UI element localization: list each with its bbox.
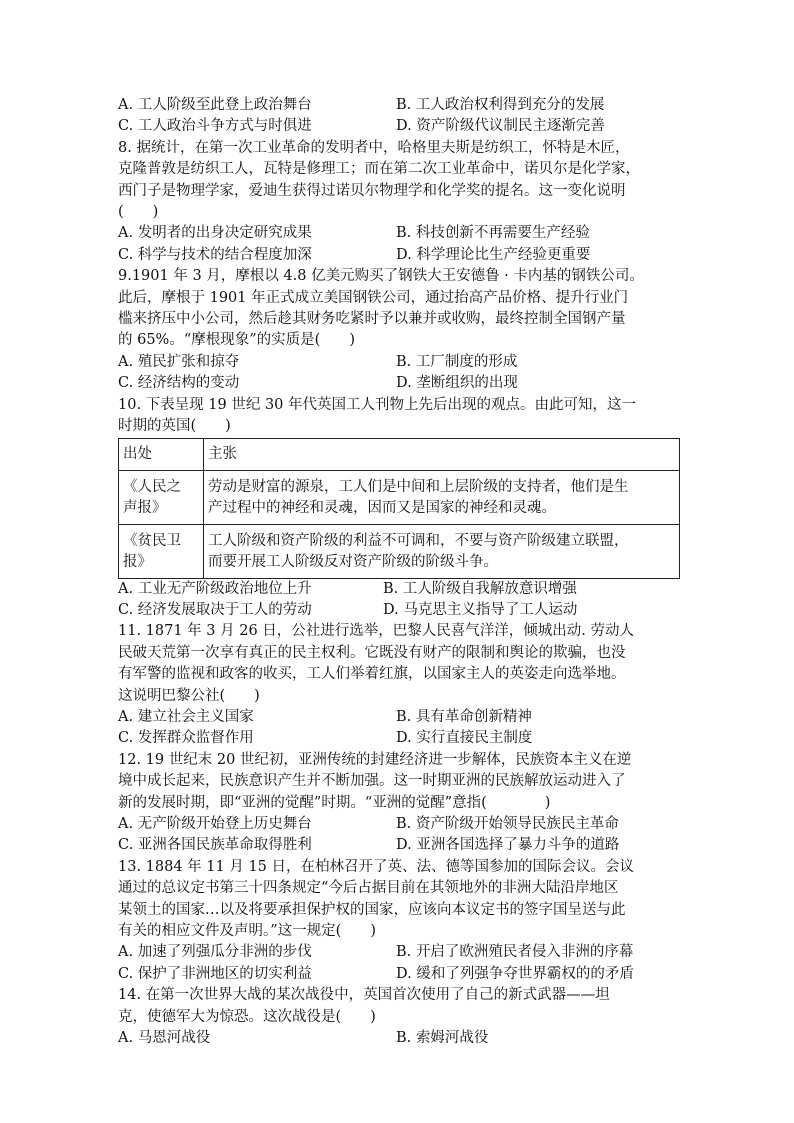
question-11-stem-line: 11. 1871 年 3 月 26 日，公社进行选举，巴黎人民喜气洋洋，倾城出动. 劳动人: [118, 623, 635, 640]
q9-option-c[interactable]: C. 经济结构的变动: [118, 375, 240, 392]
q7-options-row-2: [118, 116, 680, 137]
exam-page: [118, 95, 680, 1049]
question-12-stem-line: 境中成长起来，民族意识产生并不断加强。这一时期亚洲的民族解放运动进入了: [118, 773, 626, 790]
question-14-stem-line: 14. 在第一次世界大战的某次战役中，英国首次使用了自己的新式武器——坦: [118, 987, 610, 1004]
question-11-stem-line: 这说明巴黎公社( ): [118, 687, 260, 704]
q11-option-d[interactable]: D. 实行直接民主制度: [396, 730, 533, 747]
q13-option-d[interactable]: D. 缓和了列强争夺世界霸权的的矛盾: [396, 965, 634, 982]
cell-line: 产过程中的神经和灵魂，因而又是国家的神经和灵魂。: [208, 500, 556, 517]
question-13-stem-line: 某领土的国家…以及将要承担保护权的国家，应该向本议定书的签字国呈送与此: [118, 901, 626, 918]
question-8-stem-line: 8. 据统计，在第一次工业革命的发明者中，哈格里夫斯是纺织工，怀特是木匠，: [118, 139, 630, 156]
question-12-stem-line: 12. 19 世纪末 20 世纪初，亚洲传统的封建经济进一步解体，民族资本主义在逆: [118, 751, 632, 768]
q12-option-d[interactable]: D. 亚洲各国选择了暴力斗争的道路: [396, 837, 620, 854]
q12-option-a[interactable]: A. 无产阶级开始登上历史舞台: [118, 816, 312, 832]
q11-option-b[interactable]: B. 具有革命创新精神: [396, 708, 532, 725]
table-row: [119, 524, 680, 578]
table-cell-source: [119, 524, 204, 578]
question-10-stem-line: 时期的英国( ): [118, 418, 231, 435]
q8-option-b[interactable]: B. 科技创新不再需要生产经验: [396, 225, 590, 242]
question-14-stem-line: 克，使德军大为惊恐。这次战役是( ): [118, 1008, 376, 1025]
q12-option-b[interactable]: B. 资产阶级开始领导民族民主革命: [396, 816, 619, 832]
cell-line: 而要开展工人阶级反对资产阶级的阶级斗争。: [208, 554, 498, 571]
q14-option-b[interactable]: B. 索姆河战役: [396, 1030, 489, 1047]
question-14: [118, 985, 680, 1049]
q9-option-b[interactable]: B. 工厂制度的形成: [396, 353, 518, 370]
q11-option-a[interactable]: A. 建立社会主义国家: [118, 708, 254, 725]
question-11-stem-line: 有军警的监视和政客的收买，工人们举着红旗，以国家主人的英姿走向选举地。: [118, 666, 626, 683]
q9-option-d[interactable]: D. 垄断组织的出现: [396, 375, 518, 392]
cell-line: 报》: [123, 554, 152, 571]
question-12: [118, 750, 680, 857]
table-cell-claim: [204, 470, 680, 524]
question-9: [118, 266, 680, 394]
question-10-table: [118, 438, 680, 579]
q9-option-a[interactable]: A. 殖民扩张和掠夺: [118, 353, 240, 370]
table-row: [119, 470, 680, 524]
q11-option-c[interactable]: C. 发挥群众监督作用: [118, 730, 254, 747]
question-8-stem-line: 西门子是物理学家，爱迪生获得过诺贝尔物理学和化学奖的提名。这一变化说明: [118, 182, 626, 199]
q14-option-a[interactable]: A. 马恩河战役: [118, 1030, 211, 1047]
question-9-stem-line: 的 65%。“摩根现象”的实质是( ): [118, 332, 355, 349]
q7-option-d[interactable]: D. 资产阶级代议制民主逐渐完善: [396, 118, 605, 135]
question-8-answer-blank: ( ): [118, 204, 159, 221]
table-header-row: [119, 438, 680, 470]
question-9-stem-line: 槛来挤压中小公司，然后趁其财务吃紧时予以兼并或收购，最终控制全国钢产量: [118, 311, 626, 328]
question-11: [118, 621, 680, 749]
q7-option-a[interactable]: A. 工人阶级至此登上政治舞台: [118, 97, 312, 113]
question-13-stem-line: 通过的总议定书第三十四条规定“今后占据目前在其领地外的非洲大陆沿岸地区: [118, 880, 619, 897]
q10-option-b[interactable]: B. 工人阶级自我解放意识增强: [383, 580, 577, 597]
question-13-stem-line: 有关的相应文件及声明。”这一规定( ): [118, 923, 376, 940]
question-13-stem-line: 13. 1884 年 11 月 15 日，在柏林召开了英、法、德等国参加的国际会议。会议: [118, 858, 635, 875]
question-13: [118, 857, 680, 985]
q10-option-c[interactable]: C. 经济发展取决于工人的劳动: [118, 601, 312, 618]
question-11-stem-line: 民破天荒第一次享有真正的民主权利。它既没有财产的限制和舆论的欺骗，也没: [118, 644, 626, 661]
question-10: [118, 395, 680, 622]
q7-option-b[interactable]: B. 工人政治权利得到充分的发展: [396, 97, 605, 113]
question-12-stem-line: 新的发展时期，即“亚洲的觉醒”时期。“亚洲的觉醒”意指( ): [118, 794, 551, 811]
q13-option-c[interactable]: C. 保护了非洲地区的切实利益: [118, 965, 312, 982]
table-header-source: 出处: [119, 438, 204, 470]
q12-option-c[interactable]: C. 亚洲各国民族革命取得胜利: [118, 837, 312, 854]
cell-line: 《人民之: [123, 478, 181, 495]
q8-option-a[interactable]: A. 发明者的出身决定研究成果: [118, 225, 312, 242]
q10-option-d[interactable]: D. 马克思主义指导了工人运动: [383, 601, 578, 618]
q8-option-c[interactable]: C. 科学与技术的结合程度加深: [118, 246, 312, 263]
q7-options-row-1: [118, 95, 680, 116]
q8-option-d[interactable]: D. 科学理论比生产经验更重要: [396, 246, 591, 263]
cell-line: 劳动是财富的源泉，工人们是中间和上层阶级的支持者，他们是生: [208, 478, 629, 495]
question-8-stem-line: 克隆普敦是纺织工人，瓦特是修理工；而在第二次工业革命中，诺贝尔是化学家，: [118, 161, 640, 178]
q10-option-a[interactable]: A. 工业无产阶级政治地位上升: [118, 580, 312, 597]
table-header-claim: 主张: [204, 438, 680, 470]
q7-option-c[interactable]: C. 工人政治斗争方式与时俱进: [118, 118, 312, 135]
question-9-stem-line: 此后，摩根于 1901 年正式成立美国钢铁公司，通过抬高产品价格、提升行业门: [118, 289, 629, 306]
cell-line: 工人阶级和资产阶级的利益不可调和，不要与资产阶级建立联盟，: [208, 532, 629, 549]
cell-line: 声报》: [123, 500, 167, 517]
q13-option-a[interactable]: A. 加速了列强瓜分非洲的步伐: [118, 944, 312, 961]
question-9-stem-line: 9.1901 年 3 月，摩根以 4.8 亿美元购买了钢铁大王安德鲁 · 卡内基的钢铁公司。: [118, 268, 644, 285]
q13-option-b[interactable]: B. 开启了欧洲殖民者侵入非洲的序幕: [396, 944, 634, 961]
table-cell-claim: [204, 524, 680, 578]
table-cell-source: [119, 470, 204, 524]
question-10-stem-line: 10. 下表呈现 19 世纪 30 年代英国工人刊物上先后出现的观点。由此可知，这一: [118, 396, 637, 413]
cell-line: 《贫民卫: [123, 532, 181, 549]
question-8: [118, 138, 680, 266]
